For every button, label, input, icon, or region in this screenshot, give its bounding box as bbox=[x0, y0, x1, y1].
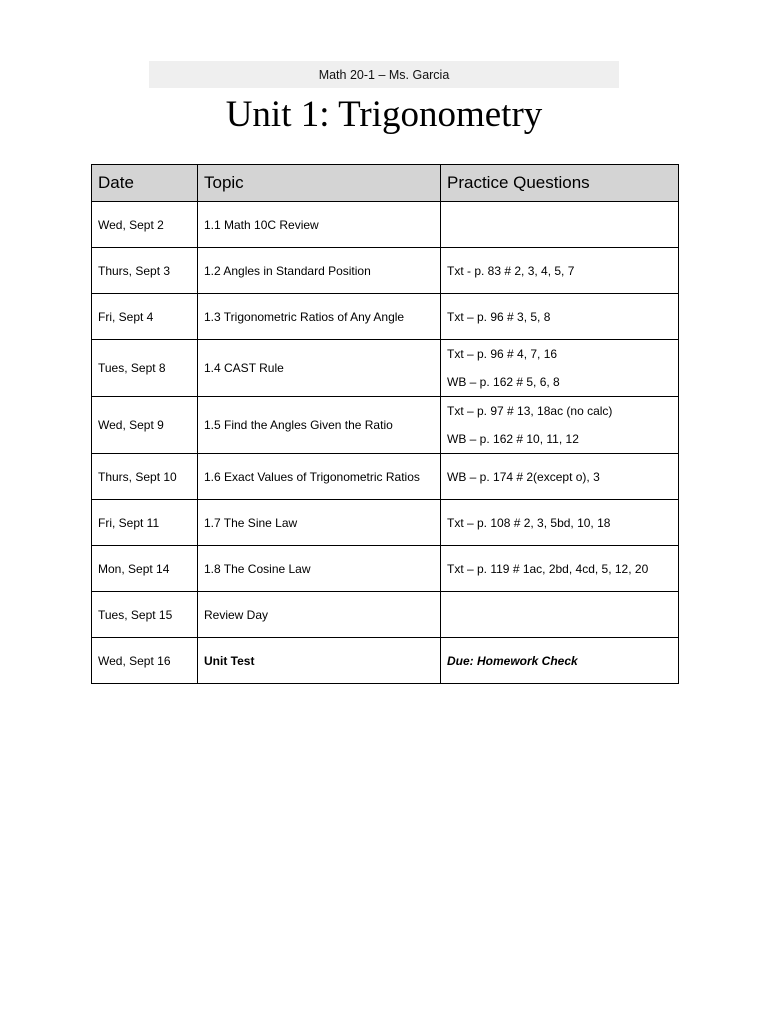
table-row bbox=[92, 638, 679, 684]
date-cell: Wed, Sept 9 bbox=[92, 397, 198, 454]
practice-line: Txt – p. 108 # 2, 3, 5bd, 10, 18 bbox=[447, 515, 611, 530]
practice-cell bbox=[441, 340, 679, 397]
date-cell: Thurs, Sept 3 bbox=[92, 248, 198, 294]
practice-line: WB – p. 162 # 10, 11, 12 bbox=[447, 432, 579, 446]
topic-cell: 1.4 CAST Rule bbox=[198, 340, 441, 397]
topic-cell: 1.7 The Sine Law bbox=[198, 500, 441, 546]
schedule-table bbox=[91, 164, 679, 684]
practice-cell bbox=[441, 454, 679, 500]
date-cell: Fri, Sept 4 bbox=[92, 294, 198, 340]
practice-cell bbox=[441, 500, 679, 546]
topic-cell: 1.1 Math 10C Review bbox=[198, 202, 441, 248]
topic-cell: 1.8 The Cosine Law bbox=[198, 546, 441, 592]
date-cell: Tues, Sept 15 bbox=[92, 592, 198, 638]
practice-cell bbox=[441, 294, 679, 340]
topic-cell: 1.3 Trigonometric Ratios of Any Angle bbox=[198, 294, 441, 340]
topic-cell: 1.2 Angles in Standard Position bbox=[198, 248, 441, 294]
date-cell: Tues, Sept 8 bbox=[92, 340, 198, 397]
date-cell: Fri, Sept 11 bbox=[92, 500, 198, 546]
course-header bbox=[149, 61, 619, 88]
practice-line: Txt – p. 97 # 13, 18ac (no calc) bbox=[447, 404, 613, 418]
practice-cell bbox=[441, 248, 679, 294]
table-header-row bbox=[92, 165, 679, 202]
table-row bbox=[92, 454, 679, 500]
practice-line: Txt – p. 96 # 3, 5, 8 bbox=[447, 309, 551, 324]
table-row bbox=[92, 500, 679, 546]
course-header-text: Math 20-1 – Ms. Garcia bbox=[318, 67, 450, 82]
practice-line: WB – p. 174 # 2(except o), 3 bbox=[447, 469, 600, 484]
column-header-date: Date bbox=[92, 165, 198, 202]
practice-line: Txt – p. 119 # 1ac, 2bd, 4cd, 5, 12, 20 bbox=[447, 561, 649, 576]
topic-cell: 1.6 Exact Values of Trigonometric Ratios bbox=[198, 454, 441, 500]
date-cell: Mon, Sept 14 bbox=[92, 546, 198, 592]
topic-cell: 1.5 Find the Angles Given the Ratio bbox=[198, 397, 441, 454]
practice-line: Txt - p. 83 # 2, 3, 4, 5, 7 bbox=[447, 263, 575, 278]
column-header-practice: Practice Questions bbox=[441, 165, 679, 202]
practice-cell bbox=[441, 638, 679, 684]
practice-cell bbox=[441, 397, 679, 454]
practice-cell bbox=[441, 546, 679, 592]
date-cell: Wed, Sept 2 bbox=[92, 202, 198, 248]
date-cell: Thurs, Sept 10 bbox=[92, 454, 198, 500]
practice-cell bbox=[441, 592, 679, 638]
table-row bbox=[92, 397, 679, 454]
table-row bbox=[92, 546, 679, 592]
date-cell: Wed, Sept 16 bbox=[92, 638, 198, 684]
table-row bbox=[92, 248, 679, 294]
table-row bbox=[92, 340, 679, 397]
practice-line: Due: Homework Check bbox=[447, 653, 578, 668]
page-title: Unit 1: Trigonometry bbox=[225, 94, 543, 135]
table-row bbox=[92, 294, 679, 340]
practice-cell bbox=[441, 202, 679, 248]
topic-cell: Review Day bbox=[198, 592, 441, 638]
practice-line: WB – p. 162 # 5, 6, 8 bbox=[447, 375, 560, 389]
table-row bbox=[92, 202, 679, 248]
topic-cell: Unit Test bbox=[198, 638, 441, 684]
column-header-topic: Topic bbox=[198, 165, 441, 202]
table-row bbox=[92, 592, 679, 638]
practice-line: Txt – p. 96 # 4, 7, 16 bbox=[447, 347, 558, 361]
